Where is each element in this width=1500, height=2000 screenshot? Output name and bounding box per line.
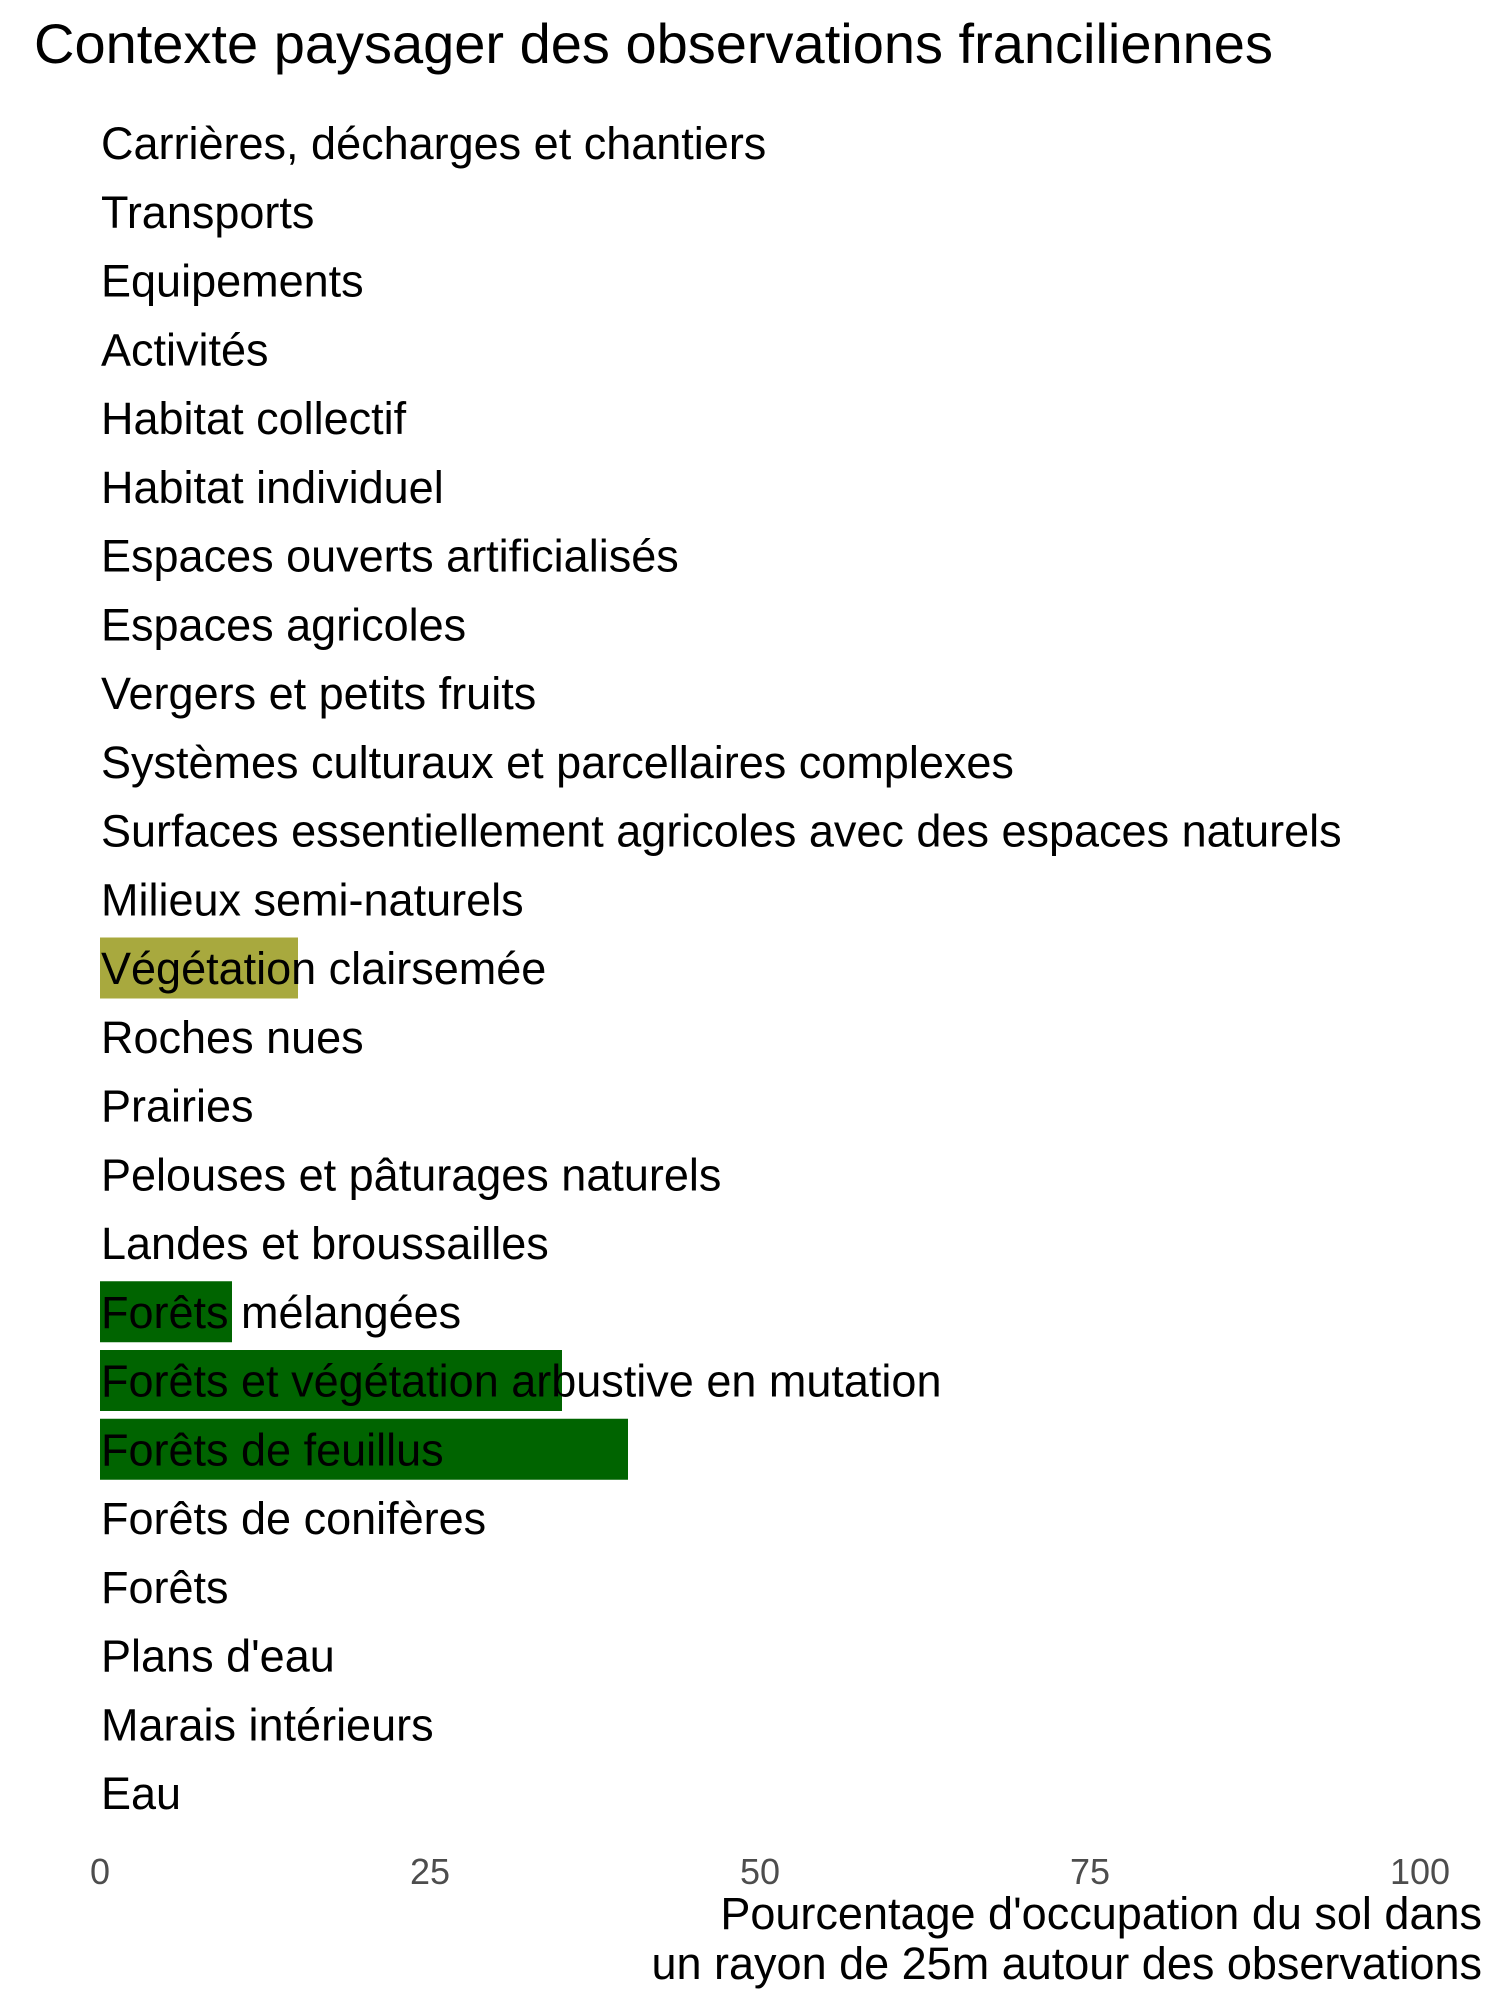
category-label-marais-interieurs: Marais intérieurs	[101, 1699, 434, 1751]
x-axis-title-line-1: Pourcentage d'occupation du sol dans	[720, 1888, 1482, 1939]
category-label-landes-et-broussailles: Landes et broussailles	[101, 1218, 549, 1269]
category-label-plans-d-eau: Plans d'eau	[101, 1630, 335, 1682]
category-label-eau: Eau	[101, 1768, 182, 1819]
category-label-carrieres-decharges-et-chantiers: Carrières, décharges et chantiers	[101, 118, 767, 169]
category-label-milieux-semi-naturels: Milieux semi-naturels	[101, 874, 524, 926]
category-label-activites: Activités	[101, 324, 269, 376]
x-axis-ticks	[90, 1851, 1450, 1892]
category-label-forets-et-vegetation-arbustive-en-mutation: Forêts et végétation arbustive en mutation	[101, 1355, 942, 1407]
category-label-systemes-culturaux-et-parcellaires-complexes: Systèmes culturaux et parcellaires complexes	[101, 736, 1014, 788]
category-label-forets: Forêts	[101, 1561, 229, 1613]
category-label-vergers-et-petits-fruits: Vergers et petits fruits	[101, 668, 537, 719]
category-label-surfaces-essentiellement-agricoles-avec-des-espaces-naturels: Surfaces essentiellement agricoles avec des espaces naturels	[101, 805, 1342, 857]
category-label-forets-de-coniferes: Forêts de conifères	[101, 1493, 487, 1544]
category-label-roches-nues: Roches nues	[101, 1011, 364, 1063]
category-label-equipements: Equipements	[101, 255, 364, 307]
x-tick-label: 75	[1069, 1851, 1111, 1892]
category-label-transports: Transports	[101, 186, 315, 238]
category-label-forets-melangees: Forêts mélangées	[101, 1286, 462, 1338]
category-label-habitat-collectif: Habitat collectif	[101, 393, 407, 444]
x-tick-label: 100	[1389, 1851, 1451, 1892]
category-label-espaces-ouverts-artificialises: Espaces ouverts artificialisés	[101, 530, 679, 582]
category-label-espaces-agricoles: Espaces agricoles	[101, 599, 467, 651]
x-tick-label: 50	[739, 1851, 781, 1892]
category-labels	[101, 118, 1342, 1819]
x-axis-title-line-2: un rayon de 25m autour des observations	[651, 1938, 1482, 1989]
x-tick-label: 0	[89, 1851, 111, 1892]
x-tick-label: 25	[409, 1851, 451, 1892]
category-label-prairies: Prairies	[101, 1080, 254, 1132]
chart-title: Contexte paysager des observations franciliennes	[34, 12, 1273, 75]
category-label-pelouses-et-paturages-naturels: Pelouses et pâturages naturels	[101, 1149, 722, 1201]
category-label-vegetation-clairsemee: Végétation clairsemée	[101, 943, 547, 994]
category-label-habitat-individuel: Habitat individuel	[101, 461, 444, 513]
category-label-forets-de-feuillus: Forêts de feuillus	[101, 1424, 444, 1476]
